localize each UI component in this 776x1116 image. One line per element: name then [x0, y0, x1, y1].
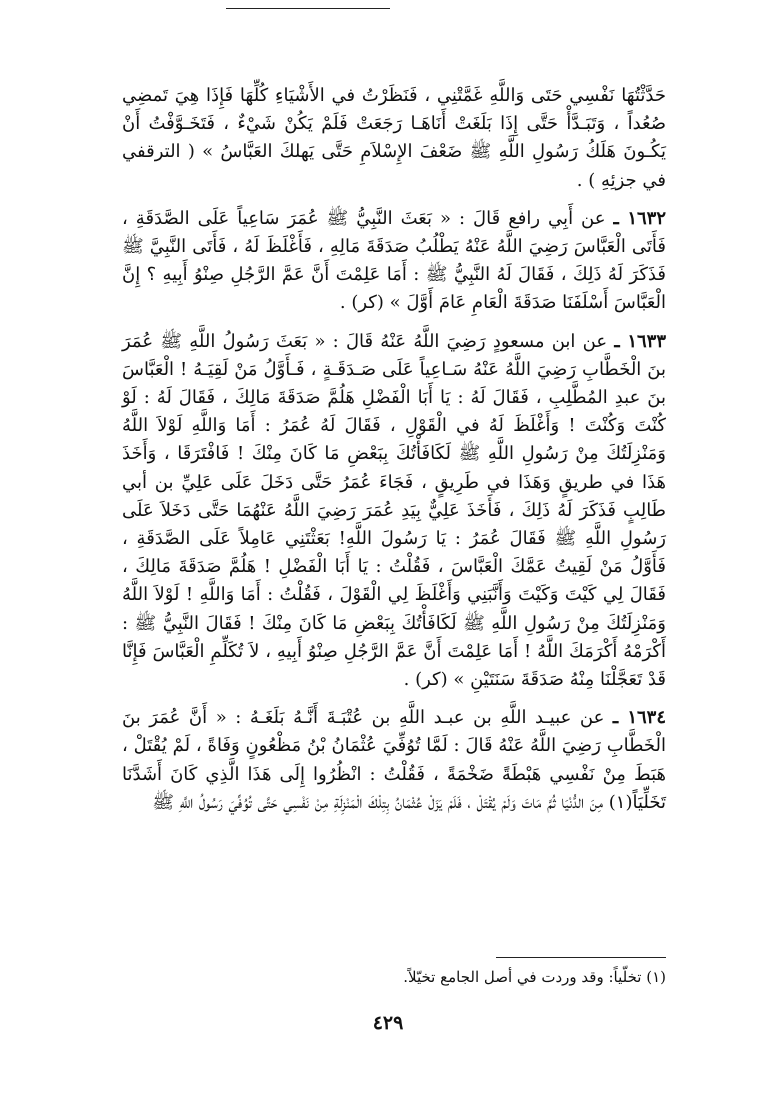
paragraph-text: حَدَّثْتُهَا نَفْسِي حَتَى وَاللَّهِ غَمَّتْنِي ، فَنَظَرْتُ في الأَشْيَاءِ كُلِّهَا فَإِذَا هِيَ تَمضِي صُعُداً ، وَتَبَـدَّأْ حَتَّى إِذَا بَلَغَتْ أَنَاهَـا رَجَعَتْ فَلَمْ يَكُنْ شَيْءٌ ، فَتَخَـوَّفْتُ أَنْ يَكُـونَ هَلَكُ رَسُولِ اللَّهِ ﷺ ضَعْفَ الإِسْلاَمِ حَتَّى يَهلكَ العَبَّاسُ » ( الترقفي في جزئِهِ ) .: [122, 85, 666, 191]
footnote-rule: [496, 957, 666, 958]
page-number: ٤٢٩: [372, 1012, 404, 1034]
hadith-number: ١٦٣٤ ـ: [612, 707, 666, 729]
hadith-number: ١٦٣٢ ـ: [613, 207, 666, 229]
paragraph-text: عن ابن مسعودٍ رَضِيَ اللَّهُ عَنْهُ قَالَ : « بَعَثَ رَسُولُ اللَّهِ ﷺ عُمَرَ بنَ الْخَطَّابِ رَضِيَ اللَّهُ عَنْهُ سَـاعِياً عَلَى صَـدَقَـةٍ ، فَـأَوَّلُ مَنْ لَقِيَـهُ ! الْعَبَّاسَ بنَ عبدِ المُطَّلِبِ ، فَقَالَ لَهُ : يَا أَبَا الْفَضْلِ هَلُمَّ صَدَقَةَ مَالِكَ ، فَقَالَ لَهُ : لَوْ كُنْتَ وَكُنْتَ ! وَأَغْلَظَ لَهُ في الْقَوْلِ ، فَقَالَ لَهُ عُمَرُ : أَمَا وَاللَّهِ لَوْلاَ اللَّهُ وَمَنْزِلَتُكَ مِنْ رَسُولِ اللَّهِ ﷺ لَكَافَأْتُكَ بِبَعْضِ مَا كَانَ مِنْكَ ! فَافْتَرَقَا ، وَأَخَذَ هَذَا في طريقٍ وَهَذَا في طَرِيقٍ ، فَجَاءَ عُمَرُ حَتَّى دَخَلَ عَلَى عَلِيِّ بن أبي طَالِبٍ فَذَكَرَ لَهُ ذَلِكَ ، فَأَخَذَ عَلِيٌّ بِيَدِ عُمَرَ رَضِيَ اللَّهُ عَنْهُمَا حَتَّى دَخَلاَ عَلَى رَسُولِ اللَّهِ ﷺ فَقَالَ عُمَرُ : يَا رَسُولَ اللَّهِ! بَعَثْتَنِي عَامِلاً عَلَى الصَّدَقَةِ ، فَأَوَّلُ مَنْ لَقِيتُ عَمَّكَ الْعَبَّاسَ ، فَقُلْتُ : يَا أَبَا الْفَضْلِ ! هَلُمَّ صَدَقَةَ مَالِكَ ، فَقَالَ لِي كَيْتَ وَكَيْتَ وَأَنَّبَنِي وَأَغْلَظَ لِي الْقَوْلَ ، فَقُلْتُ : أَمَا وَاللَّهِ ! لَوْلاَ اللَّهُ وَمَنْزِلَتُكَ مِنْ رَسُولِ اللَّهِ ﷺ لَكَافَأْتُكَ بِبَعْضِ مَا كَانَ مِنْكَ ! فَقَالَ النَّبِيُّ ﷺ : أَكْرَمْهُ أَكْرَمَكَ اللَّهُ ! أَمَا عَلِمْتَ أَنَّ عَمَّ الرَّجُلِ صِنْوُ أَبِيهِ ، لاَ تُكَلِّمِ الْعَبَّاسَ فَإِنَّا قَدْ تَعَجَّلْنَا مِنْهُ صَدَقَةَ سَنَتَيْنِ » (كر) .: [122, 330, 666, 691]
hadith-1633: [122, 328, 666, 695]
paragraph-continuation: [122, 82, 666, 195]
hadith-1634: [122, 704, 666, 817]
hadith-1632: [122, 205, 666, 318]
top-rule: [226, 8, 390, 9]
page-body: [122, 82, 666, 827]
hadith-number: ١٦٣٣ ـ: [614, 330, 667, 352]
paragraph-text: عن عبيـد اللَّهِ بن عبـد اللَّهِ بن عُتْبَـةَ أَنَّـهُ بَلَغَـهُ : « أَنَّ عُمَرَ بنَ الْخَطَّابِ رَضِيَ اللَّهُ عَنْهُ قَالَ : لَمَّا تُوُفِّيَ عُثْمَانُ بْنُ مَظْعُونٍ وَفَاةً ، لَمْ يُقْتَلْ ، هَبَطَ مِنْ نَفْسِي هَبْطَةً ضَخْمَةً ، فَقُلْتُ : انْظُرُوا إِلَى هَذَا الَّذِي كَانَ أَشَدَّنَا تَخَلِّيَاً(١) مِنَ الدُّنْيَا ثُمَّ مَاتَ وَلَمْ يُقْتَلْ ، فَلَمْ يَزَلْ عُثْمَانُ بِتِلْكَ الْمَنْزِلَةِ مِنْ نَفْسِي حَتَّى تُوُفِّيَ رَسُولُ اللَّهِ ﷺ: [122, 707, 666, 813]
footnote: (١) تخلّياً: وقد وردت في أصل الجامع تخيّلاً.: [403, 968, 666, 986]
paragraph-text: عن أَبِي رافع قَالَ : « بَعَثَ النَّبِيُّ ﷺ عُمَرَ سَاعِياً عَلَى الصَّدَقَةِ ، فَأَتَى الْعَبَّاسَ رَضِيَ اللَّهُ عَنْهُ يَطْلُبُ صَدَقَةَ مَالِهِ ، فَأَغْلَظَ لَهُ ، فَأَتَى النَّبِيَّ ﷺ فَذَكَرَ لَهُ ذَلِكَ ، فَقَالَ لَهُ النَّبِيُّ ﷺ : أَمَا عَلِمْتَ أَنَّ عَمَّ الرَّجُلِ صِنْوُ أَبِيهِ ؟ إِنَّ الْعَبَّاسَ أَسْلَفَنَا صَدَقَةَ الْعَامِ عَامَ أَوَّلَ » (كر) .: [122, 207, 666, 314]
